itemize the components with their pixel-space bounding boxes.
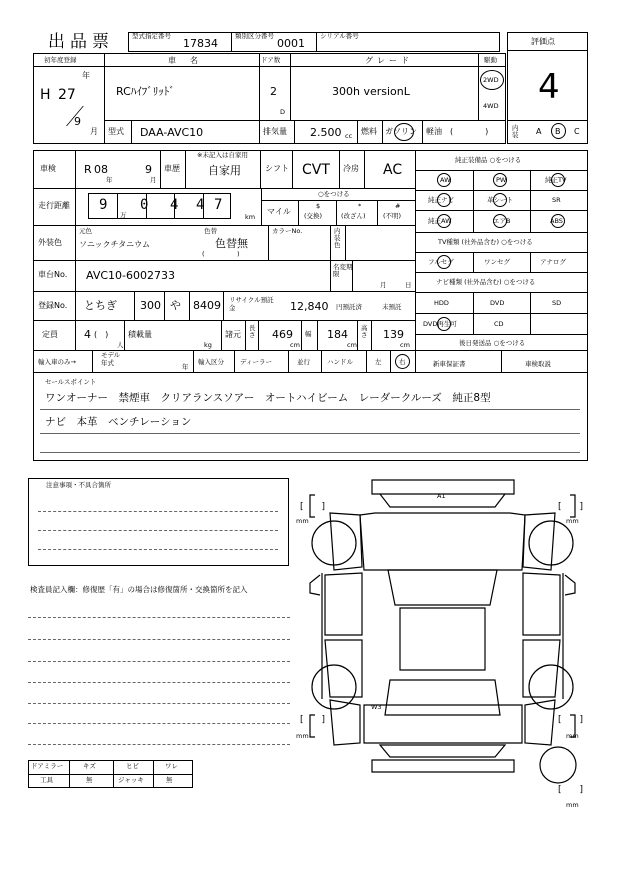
checklist-cell-2: 無 bbox=[86, 776, 93, 784]
navi-item-1: HDD bbox=[434, 299, 449, 307]
fuel-label: 燃料 bbox=[361, 127, 377, 136]
tv-title: TV種類 (社外品含む) ○をつける bbox=[438, 238, 533, 246]
load-unit: kg bbox=[204, 341, 212, 349]
score-value: 4 bbox=[538, 67, 560, 107]
score-label: 評価点 bbox=[531, 37, 555, 46]
serial-label: シリアル番号 bbox=[320, 32, 359, 40]
checklist-cell-4: 無 bbox=[166, 776, 173, 784]
diagram-bracket-bl: [ ] bbox=[300, 715, 326, 725]
checklist-header-2: キズ bbox=[83, 762, 96, 770]
checklist-cell-3: ジャッキ bbox=[118, 776, 144, 784]
car-inspection-diagram bbox=[290, 475, 600, 805]
mileage-digit-3: 4 bbox=[170, 197, 179, 213]
title-change-label: 名変期限 bbox=[333, 263, 353, 278]
color-no-label: カラーNo. bbox=[272, 227, 303, 235]
chassis-label: 車台No. bbox=[38, 270, 68, 279]
color-value: ソニックチタニウム bbox=[79, 240, 151, 249]
mile-opt3: # bbox=[395, 202, 401, 210]
mileage-man-unit: 万 bbox=[120, 211, 127, 219]
first-reg-month-unit: 月 bbox=[90, 127, 98, 136]
recycle-value: 12,840 bbox=[290, 300, 329, 313]
handle-right-circle bbox=[395, 354, 410, 369]
title-change-month: 月 bbox=[380, 281, 387, 289]
mileage-digit-1: 9 bbox=[99, 197, 108, 213]
displacement-label: 排気量 bbox=[263, 127, 287, 136]
diagram-bracket-tl: [ ] bbox=[300, 502, 326, 512]
fuel-gasoline: ガソリン bbox=[385, 127, 417, 136]
genuine-item-9-circle bbox=[551, 214, 565, 228]
genuine-item-6: SR bbox=[552, 196, 561, 204]
interior-label: 内装 bbox=[512, 124, 519, 139]
genuine-item-4-circle bbox=[437, 193, 451, 207]
inspection-month-unit: 月 bbox=[150, 176, 157, 184]
caution-label: 注意事項・不具合箇所 bbox=[46, 481, 111, 489]
capacity-value: 4 bbox=[84, 328, 91, 341]
reg-pref: とちぎ bbox=[84, 299, 117, 312]
diagram-mm-br: mm bbox=[566, 732, 579, 740]
tv-item-1: フルセグ bbox=[428, 258, 454, 266]
interior-b-circle bbox=[551, 123, 566, 139]
diagram-mm-tl: mm bbox=[296, 517, 309, 525]
usage-value: 自家用 bbox=[208, 164, 241, 177]
handle-label: ハンドル bbox=[327, 358, 353, 366]
length-value: 469 bbox=[272, 328, 293, 341]
shift-value: CVT bbox=[302, 162, 330, 178]
genuine-item-5-circle bbox=[493, 193, 507, 207]
doors-unit: D bbox=[280, 108, 286, 116]
mileage-km-unit: km bbox=[245, 213, 256, 221]
fuel-diesel: 軽油 bbox=[426, 127, 442, 136]
interior-c: C bbox=[574, 127, 580, 136]
genuine-item-7-circle bbox=[437, 214, 451, 228]
navi-item-4-circle bbox=[437, 317, 451, 331]
type-designation-label: 型式指定番号 bbox=[132, 32, 171, 40]
model-value: DAA-AVC10 bbox=[140, 126, 204, 139]
navi-item-2: DVD bbox=[490, 299, 505, 307]
fuel-other: ( ) bbox=[450, 127, 489, 136]
interior-b: B bbox=[555, 127, 561, 136]
genuine-item-9: ABS bbox=[550, 217, 563, 225]
height-label: 高さ bbox=[361, 324, 368, 339]
drive-4wd: 4WD bbox=[483, 102, 499, 110]
tv-item-1-circle bbox=[437, 255, 451, 269]
mile-opt1-sub: (交換) bbox=[304, 212, 323, 220]
inspection-month: 9 bbox=[145, 163, 152, 176]
navi-item-4: DVD再生可 bbox=[423, 320, 457, 328]
reg-class: 300 bbox=[140, 299, 161, 312]
fuel-gasoline-circle bbox=[394, 123, 414, 141]
first-reg-era: H bbox=[40, 87, 51, 103]
diagram-bracket-br: [ ] bbox=[558, 715, 584, 725]
diagram-mark-w3: W3 bbox=[371, 703, 382, 711]
category-value: 0001 bbox=[277, 37, 305, 50]
genuine-item-3-circle bbox=[551, 173, 565, 187]
drive-label: 駆動 bbox=[484, 56, 497, 64]
mileage-digit-5: 7 bbox=[214, 197, 223, 213]
handle-right: 右 bbox=[399, 358, 406, 366]
diagram-mm-bl: mm bbox=[296, 732, 309, 740]
capacity-paren: ( ) bbox=[94, 330, 109, 339]
first-reg-year: 27 bbox=[58, 87, 76, 103]
checklist-header-4: ワレ bbox=[165, 762, 178, 770]
navi-item-3: SD bbox=[552, 299, 562, 307]
mile-label: マイル bbox=[267, 207, 291, 216]
mile-circle-note: ○をつける bbox=[318, 190, 350, 198]
load-label: 積載量 bbox=[128, 330, 152, 339]
width-label: 幅 bbox=[305, 330, 312, 338]
genuine-item-4: 純正ナビ bbox=[428, 196, 454, 204]
displacement-value: 2.500 bbox=[310, 126, 342, 139]
genuine-item-8-circle bbox=[493, 214, 507, 228]
genuine-item-2: PW bbox=[496, 176, 507, 184]
caution-box bbox=[28, 478, 289, 566]
diagram-mm-tr: mm bbox=[566, 517, 579, 525]
model-label: 型式 bbox=[108, 127, 124, 136]
capacity-unit: 人 bbox=[117, 341, 124, 349]
grade-value: 300h versionL bbox=[332, 85, 410, 98]
mileage-digit-2: 0 bbox=[140, 197, 149, 213]
ac-value: AC bbox=[383, 162, 403, 178]
width-unit: cm bbox=[347, 341, 357, 349]
inspection-label: 車検 bbox=[40, 164, 56, 173]
color-change-value: 色替無 bbox=[215, 237, 248, 250]
inspection-year: 08 bbox=[94, 163, 108, 176]
inspection-era: R bbox=[84, 163, 92, 176]
car-name-value: RCﾊｲﾌﾞﾘｯﾄﾞ bbox=[116, 85, 175, 98]
color-label: 外装色 bbox=[38, 238, 62, 247]
recycle-label: リサイクル預託金 bbox=[229, 296, 274, 312]
usage-note: ※未記入は自家用 bbox=[197, 151, 248, 159]
grade-label: グレード bbox=[365, 56, 413, 65]
reg-kana: や bbox=[170, 299, 181, 312]
checklist-cell-1: 工具 bbox=[40, 776, 53, 784]
capacity-label: 定員 bbox=[42, 330, 58, 339]
checklist-header-3: ヒビ bbox=[126, 762, 139, 770]
mile-opt3-sub: (不明) bbox=[383, 212, 402, 220]
drive-2wd-circle bbox=[480, 70, 504, 90]
first-reg-year-unit: 年 bbox=[82, 71, 90, 80]
shift-label: シフト bbox=[265, 164, 289, 173]
mileage-label: 走行距離 bbox=[38, 201, 70, 210]
recycle-unpaid: 未預託 bbox=[382, 303, 402, 311]
later-item-1: 新車保証書 bbox=[433, 360, 466, 368]
type-designation-value: 17834 bbox=[183, 37, 218, 50]
tv-item-2: ワンセグ bbox=[484, 258, 510, 266]
length-label: 長さ bbox=[249, 324, 256, 339]
color-change-paren: ( ) bbox=[202, 250, 240, 258]
doors-label: ドア数 bbox=[261, 56, 281, 64]
drive-2wd: 2WD bbox=[483, 76, 499, 84]
model-year-label: モデル年式 bbox=[101, 351, 121, 367]
reg-number: 8409 bbox=[193, 299, 221, 312]
height-unit: cm bbox=[400, 341, 410, 349]
mile-opt2-sub: (改ざん) bbox=[341, 212, 366, 220]
genuine-item-5: 革シート bbox=[487, 196, 513, 204]
handle-left: 左 bbox=[375, 358, 382, 366]
checklist-header-1: ドアミラー bbox=[31, 762, 64, 770]
navi-item-5: CD bbox=[494, 320, 504, 328]
import-type-dealer: ディーラー bbox=[240, 358, 272, 366]
recycle-unit: 円預託済 bbox=[336, 303, 362, 311]
first-reg-label: 初年度登録 bbox=[44, 56, 77, 64]
width-value: 184 bbox=[327, 328, 348, 341]
genuine-item-1: AW bbox=[440, 176, 451, 184]
sales-points-line-2: ナビ 本革 ベンチレーション bbox=[45, 416, 192, 428]
diagram-mm-spare: mm bbox=[566, 801, 579, 809]
later-title: 後日発送品 ○をつける bbox=[459, 339, 526, 347]
reg-label: 登録No. bbox=[38, 301, 68, 310]
later-item-2: 車検取説 bbox=[525, 360, 551, 368]
title-change-day: 日 bbox=[405, 281, 412, 289]
displacement-unit: cc bbox=[345, 132, 353, 140]
interior-a: A bbox=[536, 127, 542, 136]
tv-item-3: アナログ bbox=[540, 258, 566, 266]
original-color-label: 元色 bbox=[79, 227, 92, 235]
genuine-item-2-circle bbox=[493, 173, 507, 187]
chassis-value: AVC10-6002733 bbox=[86, 269, 175, 282]
first-reg-month: 9 bbox=[74, 115, 81, 128]
genuine-item-7: 純正AW bbox=[428, 217, 452, 225]
ac-label: 冷房 bbox=[343, 164, 359, 173]
usage-label: 車歴 bbox=[164, 164, 180, 173]
diagram-bracket-spare: [ ] bbox=[558, 785, 584, 795]
category-label: 類別区分番号 bbox=[235, 32, 274, 40]
doors-value: 2 bbox=[270, 85, 277, 98]
genuine-title: 純正装備品 ○をつける bbox=[455, 156, 522, 164]
genuine-item-1-circle bbox=[437, 173, 451, 187]
model-year-unit: 年 bbox=[182, 363, 189, 371]
car-name-label: 車名 bbox=[168, 56, 212, 65]
genuine-item-8: エアB bbox=[493, 217, 511, 225]
diagram-bracket-tr: [ ] bbox=[558, 502, 584, 512]
inspection-year-unit: 年 bbox=[106, 176, 113, 184]
genuine-item-3: 純正TV bbox=[545, 176, 567, 184]
import-type-label: 輸入区分 bbox=[198, 358, 224, 366]
height-value: 139 bbox=[383, 328, 404, 341]
interior-color-label: 内装色 bbox=[334, 227, 341, 250]
diagram-mark-a1: A1 bbox=[437, 492, 446, 500]
import-label: 輸入車のみ→ bbox=[38, 358, 76, 366]
mile-opt2: * bbox=[358, 202, 362, 210]
inspector-label: 検査員記入欄：修復歴「有」の場合は修復箇所・交換箇所を記入 bbox=[30, 585, 248, 594]
length-unit: cm bbox=[290, 341, 300, 349]
dimension-label: 諸元 bbox=[225, 330, 241, 339]
mile-opt1: $ bbox=[316, 202, 321, 210]
sales-points-line-1: ワンオーナー 禁煙車 クリアランスソアー オートハイビーム レーダークルーズ 純正8型 bbox=[45, 392, 491, 404]
color-name-label: 色替 bbox=[204, 227, 217, 235]
navi-title: ナビ種類 (社外品含む) ○をつける bbox=[436, 278, 536, 286]
page-title: 出品票 bbox=[48, 32, 114, 52]
mileage-digit-4: 4 bbox=[196, 197, 205, 213]
import-type-parallel: 並行 bbox=[297, 358, 310, 366]
sales-points-label: セールスポイント bbox=[45, 378, 97, 386]
